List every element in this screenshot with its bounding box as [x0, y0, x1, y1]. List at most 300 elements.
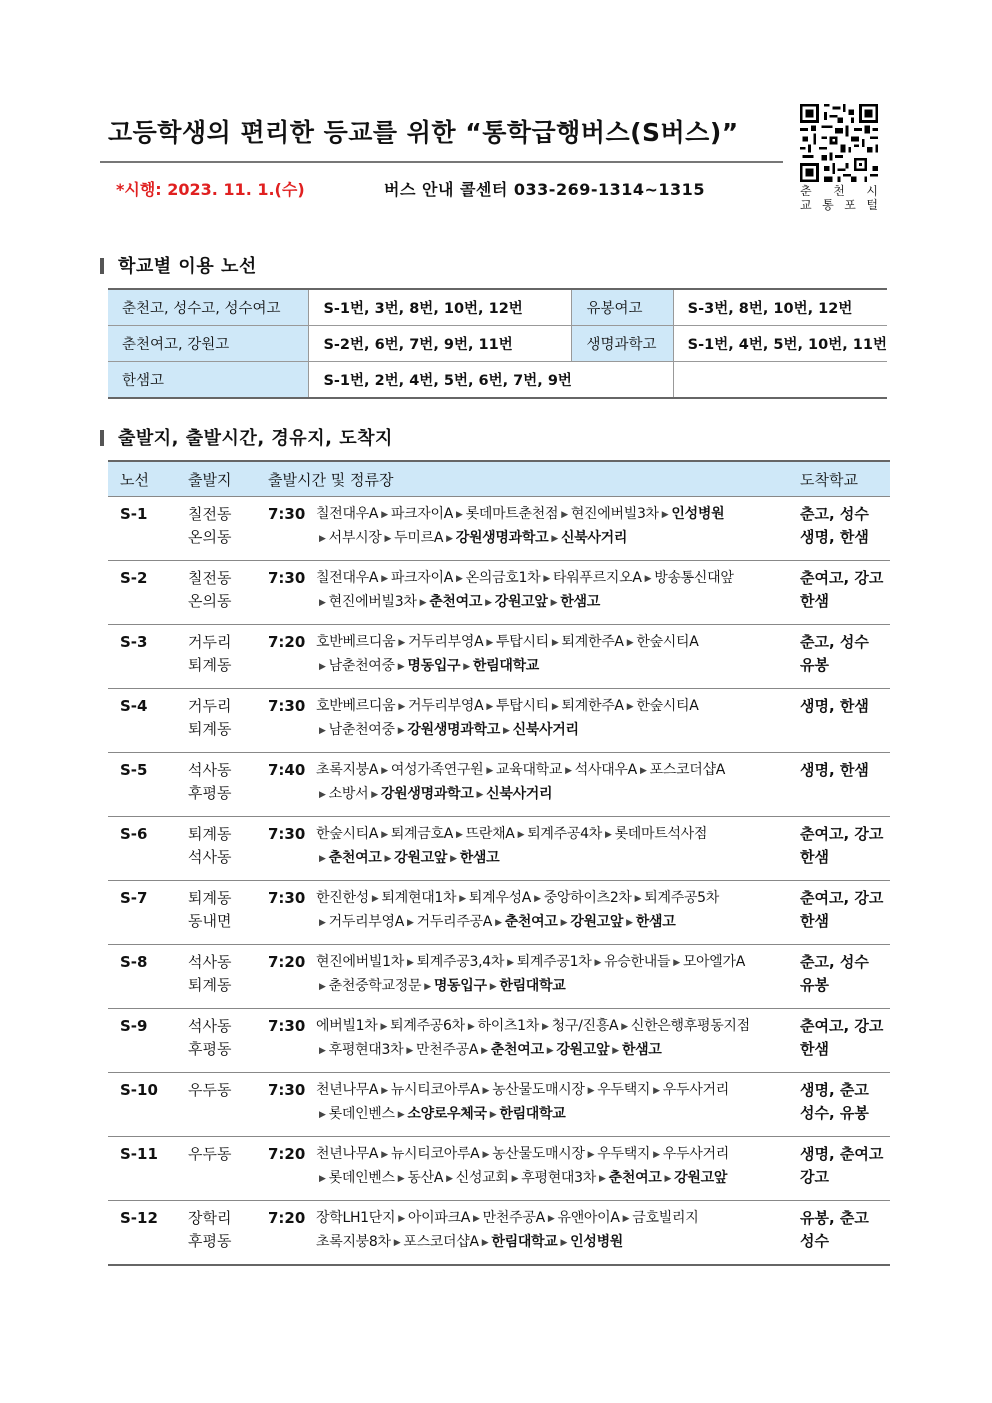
arrow-icon: ▶: [621, 1022, 628, 1032]
bus-stop: 춘천여고: [608, 1170, 662, 1186]
bus-stop: 인성병원: [671, 506, 725, 522]
arrow-icon: ▶: [398, 702, 405, 712]
route-code: S-9: [108, 1009, 188, 1073]
origin: [188, 625, 268, 689]
arrow-icon: ▶: [456, 510, 463, 520]
destination-line: 생명, 한샘: [800, 528, 869, 546]
bus-stop: 유승한내들: [604, 954, 671, 970]
stop-list: [316, 1201, 800, 1266]
origin: [188, 561, 268, 625]
arrow-icon: ▶: [502, 726, 510, 736]
section-heading-route-detail: 출발지, 출발시간, 경유지, 도착지: [100, 424, 393, 450]
bus-stop: 신북사거리: [560, 530, 628, 546]
bus-stop: 만천주공A: [415, 1042, 479, 1058]
destination-schools: [800, 753, 890, 817]
destination-schools: [800, 817, 890, 881]
bus-stop: 투탑시티: [496, 634, 549, 650]
stop-list: [316, 1137, 800, 1201]
bus-stop: 에버빌1차: [316, 1018, 378, 1034]
arrow-icon: ▶: [397, 662, 405, 672]
bus-stop: 한림대학교: [499, 978, 566, 994]
route-code: S-3: [108, 625, 188, 689]
arrow-icon: ▶: [450, 854, 457, 864]
origin-area: 퇴계동: [188, 720, 232, 738]
bus-stop: 퇴계주공6차: [390, 1018, 465, 1034]
bus-stop: 롯데마트석사점: [614, 826, 708, 842]
arrow-icon: ▶: [446, 1174, 453, 1184]
origin-area: 퇴계동: [188, 889, 232, 907]
origin-area: [188, 1102, 268, 1125]
arrow-icon: ▶: [380, 1022, 388, 1032]
arrow-icon: ▶: [482, 1086, 490, 1096]
destination-line: 춘여고, 강고: [800, 889, 884, 907]
origin-area: 후평동: [188, 784, 232, 802]
origin-area: 석사동: [188, 761, 232, 779]
qr-caption-char: 털: [866, 198, 878, 212]
arrow-icon: ▶: [587, 1086, 595, 1096]
arrow-icon: ▶: [653, 1086, 660, 1096]
stop-list: [316, 945, 800, 1009]
arrow-icon: ▶: [456, 830, 463, 840]
arrow-icon: ▶: [463, 662, 470, 672]
route-row: [108, 817, 890, 881]
origin-area: 석사동: [188, 953, 232, 971]
bus-stop: 동산A: [407, 1170, 444, 1186]
arrow-icon: ▶: [560, 1238, 568, 1248]
bus-stop: 뉴시티코아루A: [390, 1082, 480, 1098]
bus-stop: 한림대학교: [472, 658, 540, 674]
bus-stop: 퇴계주공4차: [527, 826, 602, 842]
arrow-icon: ▶: [486, 766, 494, 776]
destination-line: 생명, 춘고: [800, 1081, 869, 1099]
header-origin: 출발지: [188, 461, 268, 497]
bus-stop: 여성가족연구원: [390, 762, 484, 778]
arrow-icon: ▶: [319, 1046, 326, 1056]
departure-time: 7:30: [268, 497, 316, 561]
bus-stop: 거두리부영A: [328, 914, 405, 930]
arrow-icon: ▶: [446, 534, 453, 544]
arrow-icon: ▶: [634, 894, 642, 904]
route-row: [108, 1073, 890, 1137]
arrow-icon: ▶: [594, 958, 602, 968]
arrow-icon: ▶: [599, 1174, 606, 1184]
destination-line: 생명, 춘여고: [800, 1145, 884, 1163]
bus-stop: 강원고앞: [494, 594, 548, 610]
arrow-icon: ▶: [511, 1174, 519, 1184]
destination-schools: [800, 497, 890, 561]
qr-caption-char: 춘: [800, 184, 812, 198]
arrow-icon: ▶: [381, 1086, 388, 1096]
bus-stop: 퇴계한주A: [561, 698, 624, 714]
destination-schools: [800, 1009, 890, 1073]
destination-line: 한샘: [800, 848, 829, 866]
bus-stop: 신북사거리: [512, 722, 579, 738]
bus-stop: 신성교회: [455, 1170, 509, 1186]
bus-stop: 춘천여고: [429, 594, 483, 610]
bus-stop: 한림대학교: [499, 1106, 566, 1122]
arrow-icon: ▶: [381, 574, 388, 584]
arrow-icon: ▶: [626, 638, 634, 648]
bus-stop: 현진에버빌3차: [570, 506, 659, 522]
arrow-icon: ▶: [481, 1238, 489, 1248]
origin-area: 우두동: [188, 1081, 232, 1099]
bus-stop: 석사대우A: [574, 762, 637, 778]
bus-stop: 퇴계우성A: [468, 890, 532, 906]
departure-time: 7:20: [268, 1201, 316, 1266]
arrow-icon: ▶: [371, 894, 379, 904]
school-name: 생명과학고: [572, 326, 673, 362]
bus-stop: 두미르A: [394, 530, 444, 546]
stop-list: [316, 753, 800, 817]
qr-caption-char: 교: [800, 198, 812, 212]
bus-stop: 남춘천여중: [328, 722, 395, 738]
bus-stop: 호반베르디움: [316, 698, 396, 714]
bus-stop: 한숲시티A: [636, 698, 699, 714]
bus-stop: 한샘고: [635, 914, 676, 930]
bus-stop: 장학LH1단지: [316, 1210, 396, 1226]
arrow-icon: ▶: [560, 918, 568, 928]
route-list: [673, 362, 887, 399]
arrow-icon: ▶: [419, 598, 427, 608]
route-code: S-2: [108, 561, 188, 625]
arrow-icon: ▶: [381, 1150, 388, 1160]
arrow-icon: ▶: [319, 662, 326, 672]
origin: [188, 1073, 268, 1137]
bus-stop: 만천주공A: [482, 1210, 545, 1226]
route-code: S-12: [108, 1201, 188, 1266]
departure-time: 7:20: [268, 945, 316, 1009]
school-row: [108, 289, 887, 326]
bus-stop: 롯데마트춘천점: [465, 506, 559, 522]
arrow-icon: ▶: [424, 982, 431, 992]
qr-caption-char: 시: [866, 184, 878, 198]
bus-stop: 강원고앞: [570, 914, 624, 930]
destination-line: 춘고, 성수: [800, 953, 869, 971]
bus-stop: 온의금호1차: [465, 570, 541, 586]
qr-caption-char: 포: [844, 198, 856, 212]
origin-area: 칠전동: [188, 505, 232, 523]
departure-time: 7:20: [268, 1137, 316, 1201]
arrow-icon: ▶: [485, 598, 492, 608]
route-code: S-5: [108, 753, 188, 817]
arrow-icon: ▶: [507, 958, 514, 968]
route-row: [108, 1201, 890, 1266]
bus-stop: 한샘고: [621, 1042, 662, 1058]
route-list: S-1번, 2번, 4번, 5번, 6번, 7번, 9번: [309, 362, 572, 399]
destination-line: 한샘: [800, 912, 829, 930]
origin-area: 석사동: [188, 848, 232, 866]
bus-stop: 농산물도매시장: [492, 1146, 585, 1162]
bus-stop: 우두택지: [597, 1082, 651, 1098]
arrow-icon: ▶: [622, 1214, 630, 1224]
route-table-header: [108, 461, 890, 497]
arrow-icon: ▶: [612, 1046, 619, 1056]
departure-time: 7:30: [268, 1073, 316, 1137]
bus-stop: 신한은행후평동지점: [630, 1018, 750, 1034]
arrow-icon: ▶: [467, 1022, 475, 1032]
route-code: S-11: [108, 1137, 188, 1201]
destination-line: 강고: [800, 1168, 829, 1186]
bus-stop: 초록지붕A: [316, 762, 379, 778]
origin: [188, 1201, 268, 1266]
destination-schools: [800, 1073, 890, 1137]
bus-stop: 농산물도매시장: [492, 1082, 585, 1098]
bus-stop: 퇴계주공3,4차: [416, 954, 505, 970]
route-row: [108, 945, 890, 1009]
origin-area: 온의동: [188, 592, 232, 610]
arrow-icon: ▶: [319, 854, 326, 864]
bus-stop: 금호빌리지: [632, 1210, 699, 1226]
section-marker: [100, 430, 104, 446]
bus-stop: 강원생명과학고: [407, 722, 500, 738]
route-row: [108, 625, 890, 689]
route-code: S-1: [108, 497, 188, 561]
arrow-icon: ▶: [393, 1238, 401, 1248]
origin-area: 거두리: [188, 633, 232, 651]
origin-area: 장학리: [188, 1209, 232, 1227]
route-code: S-7: [108, 881, 188, 945]
header-route: 노선: [108, 461, 188, 497]
destination-schools: [800, 945, 890, 1009]
departure-time: 7:30: [268, 1009, 316, 1073]
qr-code-icon[interactable]: [800, 104, 878, 182]
stop-list: [316, 561, 800, 625]
bus-stop: 칠전대우A: [316, 506, 379, 522]
section-marker: [100, 258, 104, 274]
origin: [188, 881, 268, 945]
bus-stop: 춘천여고: [504, 914, 558, 930]
bus-stop: 퇴계금호A: [390, 826, 453, 842]
origin-area: 석사동: [188, 1017, 232, 1035]
bus-stop: 천년나무A: [316, 1146, 379, 1162]
origin: [188, 753, 268, 817]
stop-list: [316, 625, 800, 689]
bus-stop: 파크자이A: [390, 506, 453, 522]
bus-stop: 뜨란채A: [465, 826, 515, 842]
bus-stop: 하이츠1차: [477, 1018, 540, 1034]
destination-schools: [800, 1201, 890, 1266]
bus-stop: 파크자이A: [390, 570, 453, 586]
arrow-icon: ▶: [384, 854, 392, 864]
bus-stop: 호반베르디움: [316, 634, 396, 650]
route-list: S-1번, 3번, 8번, 10번, 12번: [309, 289, 572, 326]
origin-area: 우두동: [188, 1145, 232, 1163]
arrow-icon: ▶: [639, 766, 647, 776]
bus-stop: 칠전대우A: [316, 570, 379, 586]
destination-line: 성수: [800, 1232, 829, 1250]
route-list: S-1번, 4번, 5번, 10번, 11번: [673, 326, 887, 362]
destination-line: 춘여고, 강고: [800, 1017, 884, 1035]
destination-line: 춘고, 성수: [800, 505, 869, 523]
origin-area: 온의동: [188, 528, 232, 546]
bus-stop: 거두리부영A: [407, 698, 484, 714]
bus-stop: 명동입구: [433, 978, 487, 994]
origin-area: 동내면: [188, 912, 232, 930]
school-name: 유봉여고: [572, 289, 673, 326]
bus-stop: 롯데인벤스: [328, 1106, 395, 1122]
origin-area: 퇴계동: [188, 976, 232, 994]
arrow-icon: ▶: [489, 982, 497, 992]
route-code: S-10: [108, 1073, 188, 1137]
arrow-icon: ▶: [551, 638, 559, 648]
route-row: [108, 753, 890, 817]
bus-stop: 중앙하이츠2차: [543, 890, 632, 906]
bus-stop: 청구/진흥A: [551, 1018, 619, 1034]
arrow-icon: ▶: [476, 790, 484, 800]
arrow-icon: ▶: [319, 598, 326, 608]
arrow-icon: ▶: [565, 766, 572, 776]
arrow-icon: ▶: [381, 510, 388, 520]
bus-stop: 강원생명과학고: [380, 786, 474, 802]
arrow-icon: ▶: [406, 1046, 413, 1056]
arrow-icon: ▶: [551, 534, 558, 544]
destination-line: [800, 718, 890, 741]
arrow-icon: ▶: [481, 1046, 488, 1056]
bus-stop: 퇴계한주A: [561, 634, 624, 650]
departure-time: 7:30: [268, 561, 316, 625]
origin: [188, 497, 268, 561]
origin-area: 후평동: [188, 1040, 232, 1058]
destination-line: 유봉: [800, 976, 829, 994]
arrow-icon: ▶: [547, 1214, 555, 1224]
arrow-icon: ▶: [661, 510, 669, 520]
bus-stop: 후평현대3차: [521, 1170, 596, 1186]
bus-stop: 후평현대3차: [328, 1042, 404, 1058]
arrow-icon: ▶: [664, 1174, 672, 1184]
route-detail-table: [108, 460, 890, 1266]
bus-stop: 포스코더샵A: [403, 1234, 479, 1250]
bus-stop: 초록지붕8차: [316, 1234, 391, 1250]
school-name: [572, 362, 673, 399]
bus-stop: 명동입구: [407, 658, 461, 674]
arrow-icon: ▶: [319, 1174, 326, 1184]
origin-area: 후평동: [188, 1232, 232, 1250]
route-row: [108, 1009, 890, 1073]
route-code: S-8: [108, 945, 188, 1009]
school-row: [108, 362, 887, 399]
arrow-icon: ▶: [551, 702, 559, 712]
origin-area: 퇴계동: [188, 656, 232, 674]
school-row: [108, 326, 887, 362]
bus-stop: 강원고앞: [394, 850, 448, 866]
arrow-icon: ▶: [319, 982, 326, 992]
bus-stop: 한숲시티A: [316, 826, 379, 842]
bus-stop: 퇴계주공5차: [644, 890, 720, 906]
effective-date: *시행: 2023. 11. 1.(수): [116, 180, 305, 199]
arrow-icon: ▶: [459, 894, 466, 904]
origin-area: [188, 1166, 268, 1189]
school-name: 한샘고: [108, 362, 309, 399]
bus-stop: 한림대학교: [491, 1234, 558, 1250]
qr-caption: [796, 184, 882, 212]
bus-stop: 현진에버빌1차: [316, 954, 404, 970]
stop-list: [316, 497, 800, 561]
arrow-icon: ▶: [542, 1022, 549, 1032]
departure-time: 7:30: [268, 881, 316, 945]
destination-line: 생명, 한샘: [800, 761, 869, 779]
qr-caption-char: 천: [833, 184, 845, 198]
school-name: 춘천고, 성수고, 성수여고: [108, 289, 309, 326]
destination-line: 춘여고, 강고: [800, 825, 884, 843]
bus-stop: 롯데인벤스: [328, 1170, 395, 1186]
route-code: S-4: [108, 689, 188, 753]
origin-area: 거두리: [188, 697, 232, 715]
bus-stop: 거두리주공A: [416, 914, 493, 930]
arrow-icon: ▶: [398, 1214, 405, 1224]
title-divider: [100, 161, 783, 163]
bus-stop: 아이파크A: [407, 1210, 471, 1226]
stop-list: [316, 881, 800, 945]
arrow-icon: ▶: [604, 830, 612, 840]
route-row: [108, 689, 890, 753]
arrow-icon: ▶: [381, 830, 388, 840]
stop-list: [316, 689, 800, 753]
destination-line: 춘여고, 강고: [800, 569, 884, 587]
bus-stop: 투탑시티: [496, 698, 549, 714]
arrow-icon: ▶: [473, 1214, 480, 1224]
bus-stop: 거두리부영A: [407, 634, 484, 650]
arrow-icon: ▶: [381, 766, 388, 776]
route-row: [108, 497, 890, 561]
destination-line: 유봉: [800, 656, 829, 674]
arrow-icon: ▶: [407, 918, 414, 928]
origin: [188, 1137, 268, 1201]
arrow-icon: ▶: [398, 638, 405, 648]
arrow-icon: ▶: [319, 1110, 326, 1120]
arrow-icon: ▶: [543, 574, 550, 584]
page-title: 고등학생의 편리한 등교를 위한 “통학급행버스(S버스)”: [108, 118, 739, 147]
bus-stop: 강원생명과학고: [455, 530, 549, 546]
bus-stop: 춘천여고: [328, 850, 382, 866]
destination-line: 한샘: [800, 1040, 829, 1058]
stop-list: [316, 1009, 800, 1073]
route-row: [108, 1137, 890, 1201]
origin: [188, 817, 268, 881]
destination-line: 춘고, 성수: [800, 633, 869, 651]
arrow-icon: ▶: [534, 894, 541, 904]
bus-stop: 신북사거리: [486, 786, 553, 802]
bus-stop: 한샘고: [459, 850, 500, 866]
destination-schools: [800, 1137, 890, 1201]
route-code: S-6: [108, 817, 188, 881]
destination-schools: [800, 881, 890, 945]
call-center-info: 버스 안내 콜센터 033-269-1314~1315: [384, 180, 705, 199]
origin: [188, 1009, 268, 1073]
destination-schools: [800, 689, 890, 753]
arrow-icon: ▶: [397, 1174, 405, 1184]
route-list: S-2번, 6번, 7번, 9번, 11번: [309, 326, 572, 362]
arrow-icon: ▶: [489, 1110, 497, 1120]
arrow-icon: ▶: [397, 1110, 405, 1120]
section-heading-school-routes: 학교별 이용 노선: [100, 252, 257, 278]
arrow-icon: ▶: [517, 830, 525, 840]
bus-stop: 포스코더샵A: [649, 762, 725, 778]
origin: [188, 945, 268, 1009]
origin-area: 칠전동: [188, 569, 232, 587]
arrow-icon: ▶: [482, 1150, 490, 1160]
stop-list: [316, 1073, 800, 1137]
bus-stop: 퇴계주공1차: [516, 954, 592, 970]
bus-stop: 퇴계현대1차: [381, 890, 457, 906]
school-name: 춘천여고, 강원고: [108, 326, 309, 362]
arrow-icon: ▶: [587, 1150, 595, 1160]
bus-stop: 뉴시티코아루A: [390, 1146, 480, 1162]
header-destination: 도착학교: [800, 461, 890, 497]
arrow-icon: ▶: [486, 638, 493, 648]
arrow-icon: ▶: [653, 1150, 660, 1160]
destination-line: 성수, 유봉: [800, 1104, 869, 1122]
arrow-icon: ▶: [550, 598, 558, 608]
